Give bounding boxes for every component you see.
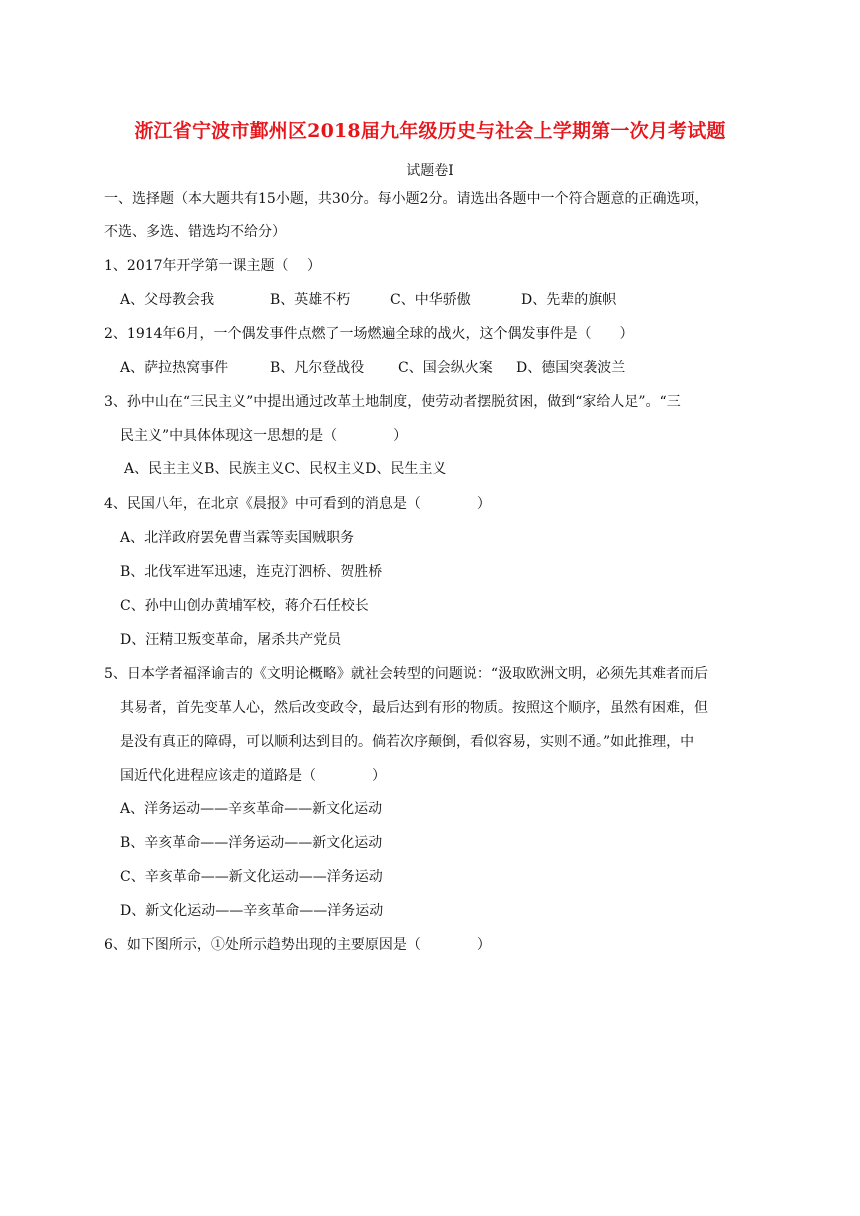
option-b: B、英雄不朽: [270, 292, 351, 308]
question-3-stem-line-2: 民主义”中具体体现这一思想的是（ ）: [120, 428, 408, 444]
question-1-options: [120, 290, 616, 310]
question-2-options: [120, 358, 625, 378]
exam-subtitle: 试题卷Ⅰ: [406, 163, 454, 179]
option-d: D、德国突袭波兰: [516, 360, 626, 376]
question-3-stem-line-1: 3、孙中山在“三民主义”中提出通过改革土地制度，使劳动者摆脱贫困，做到“家给人足”。“三: [104, 394, 681, 410]
question-5-option-d: D、新文化运动——辛亥革命——洋务运动: [120, 903, 384, 919]
option-a: A、父母教会我: [120, 292, 215, 308]
question-4-option-c: C、孙中山创办黄埔军校，蒋介石任校长: [120, 598, 369, 614]
question-4-option-b: B、北伐军进军迅速，连克汀泗桥、贺胜桥: [120, 564, 383, 580]
section-instruction-line-1: 一、选择题（本大题共有15小题，共30分。每小题2分。请选出各题中一个符合题意的正确选项，: [104, 191, 709, 207]
question-5-stem-line-2: 其易者，首先变革人心，然后改变政令，最后达到有形的物质。按照这个顺序，虽然有困难，但: [120, 700, 708, 716]
question-5-stem-line-4: 国近代化进程应该走的道路是（ ）: [120, 768, 386, 784]
question-4-option-d: D、汪精卫叛变革命，屠杀共产党员: [120, 632, 342, 648]
question-5-stem-line-3: 是没有真正的障碍，可以顺利达到目的。倘若次序颠倒，看似容易，实则不通。”如此推理，中: [120, 734, 695, 750]
question-5-option-a: A、洋务运动——辛亥革命——新文化运动: [120, 801, 383, 817]
option-c: C、国会纵火案: [398, 360, 493, 376]
option-c: C、中华骄傲: [390, 292, 471, 308]
question-5-stem-line-1: 5、日本学者福泽谕吉的《文明论概略》就社会转型的问题说：“汲取欧洲文明，必须先其难者而后: [104, 666, 709, 682]
option-a: A、萨拉热窝事件: [120, 360, 229, 376]
exam-title: 浙江省宁波市鄞州区2018届九年级历史与社会上学期第一次月考试题: [134, 120, 726, 142]
question-5-option-c: C、辛亥革命——新文化运动——洋务运动: [120, 869, 383, 885]
section-instruction-line-2: 不选、多选、错选均不给分）: [104, 224, 286, 240]
option-d: D、先辈的旗帜: [521, 292, 617, 308]
question-1-stem: 1、2017年开学第一课主题（ ）: [104, 258, 321, 274]
question-4-stem: 4、民国八年，在北京《晨报》中可看到的消息是（ ）: [104, 496, 491, 512]
question-6-stem: 6、如下图所示，①处所示趋势出现的主要原因是（ ）: [104, 937, 491, 953]
question-5-option-b: B、辛亥革命——洋务运动——新文化运动: [120, 835, 383, 851]
option-b: B、凡尔登战役: [270, 360, 365, 376]
question-4-option-a: A、北洋政府罢免曹当霖等卖国贼职务: [120, 530, 355, 546]
question-2-stem: 2、1914年6月，一个偶发事件点燃了一场燃遍全球的战火，这个偶发事件是（ ）: [104, 326, 634, 342]
question-3-options: A、民主主义B、民族主义C、民权主义D、民生主义: [124, 461, 447, 477]
